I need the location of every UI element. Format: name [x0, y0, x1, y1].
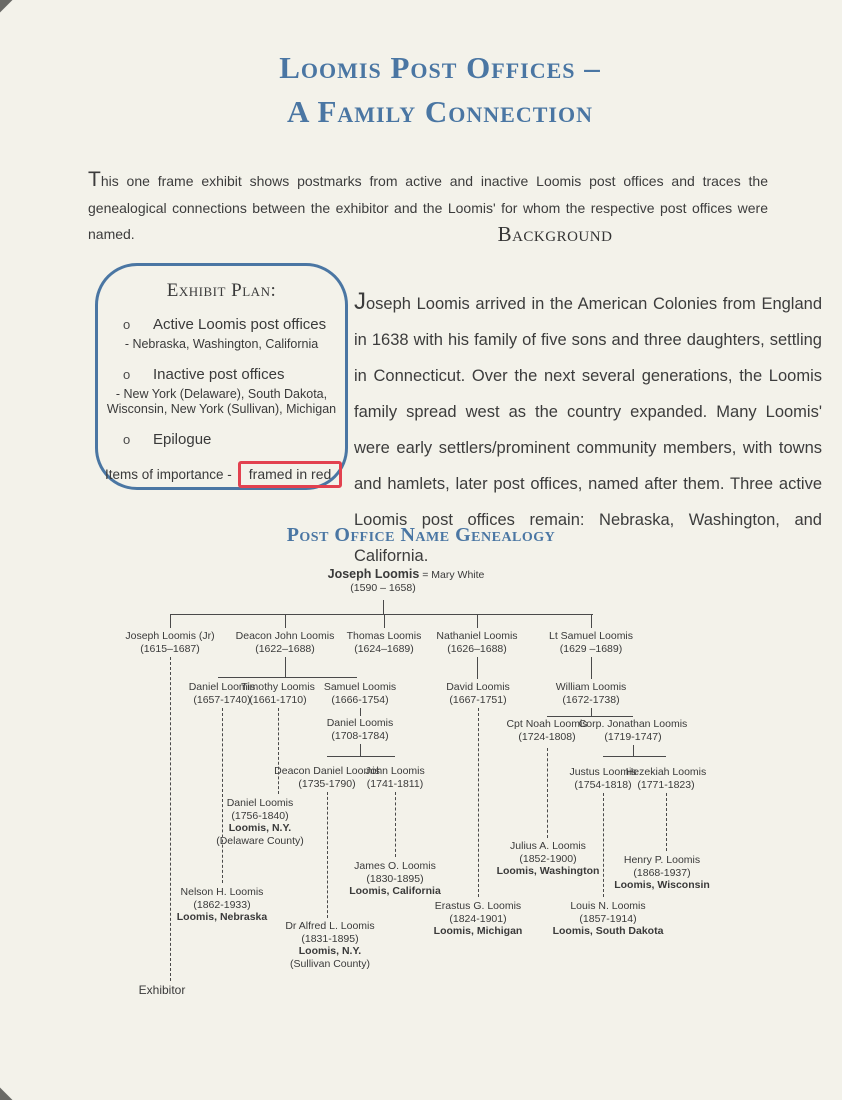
tree-node-daniel-1657: Daniel Loomis (1657-1740): [188, 681, 256, 706]
tree-connector: [477, 614, 478, 628]
tree-connector: [547, 748, 548, 838]
exhibit-plan-heading: Exhibit Plan:: [166, 280, 277, 301]
tree-connector: [285, 657, 286, 677]
tree-node-exhibitor: Exhibitor: [138, 983, 186, 997]
tree-node-louis: Louis N. Loomis (1857-1914) Loomis, South Dakota: [552, 900, 664, 937]
plan-item-label: Active Loomis post offices: [153, 316, 327, 333]
tree-node-justus: Justus Loomis (1754-1818): [569, 766, 637, 791]
tree-node-nathaniel: Nathaniel Loomis (1626–1688): [436, 630, 518, 655]
plan-item-label: Epilogue: [153, 431, 212, 448]
tree-connector: [603, 793, 604, 897]
tree-node-timothy: Timothy Loomis (1661-1710): [241, 681, 315, 706]
tree-node-erastus: Erastus G. Loomis (1824-1901) Loomis, Michigan: [433, 900, 523, 937]
genealogy-tree: [0, 560, 842, 1030]
tree-node-david: David Loomis (1667-1751): [446, 681, 510, 706]
tree-connector: [591, 708, 592, 716]
tree-node-hezekiah: Hezekiah Loomis (1771-1823): [625, 766, 707, 791]
tree-connector: [384, 614, 385, 628]
plan-item-sublist: - Nebraska, Washington, California: [124, 337, 319, 351]
tree-connector: [666, 793, 667, 851]
tree-connector: [218, 677, 357, 678]
plan-item-active: [98, 316, 345, 333]
tree-connector: [383, 600, 384, 614]
tree-connector: [478, 708, 479, 897]
scan-corner-artifact: [0, 1087, 13, 1100]
tree-node-henry: Henry P. Loomis (1868-1937) Loomis, Wisconsin: [614, 854, 710, 891]
plan-item-inactive: [98, 366, 345, 383]
tree-node-alfred: Dr Alfred L. Loomis (1831-1895) Loomis, N.Y. (Sullivan County): [285, 920, 375, 970]
bullet-circle-marker: o: [123, 317, 131, 332]
tree-node-william: William Loomis (1672-1738): [555, 681, 627, 706]
tree-connector: [633, 745, 634, 756]
tree-connector: [285, 614, 286, 628]
page-title-line2: A Family Connection: [287, 94, 593, 129]
tree-connector: [360, 744, 361, 756]
background-paragraph: Joseph Loomis arrived in the American Colonies from England in 1638 with his family of five sons and three daughters, settling in Connecticut. Over the next several generations, the Loomis family spread west as the country expanded. Many Loomis' were early settlers/prominent community members, with towns and hamlets, later post offices, named after them. Three active Loomis post offices remain: Nebraska, Washington, and California.: [354, 287, 822, 565]
tree-connector: [591, 657, 592, 679]
importance-note-text: Items of importance -: [105, 467, 232, 482]
tree-connector: [170, 614, 171, 628]
importance-note: [105, 461, 345, 488]
tree-connector: [222, 708, 223, 883]
tree-node-joseph-mary: Joseph Loomis = Mary White: [327, 567, 485, 581]
framed-in-red-highlight: framed in red: [238, 461, 342, 488]
tree-node-daniel-1708: Daniel Loomis (1708-1784): [326, 717, 394, 742]
page-title-line1: Loomis Post Offices –: [279, 50, 601, 85]
tree-connector: [477, 657, 478, 679]
tree-node-nelson: Nelson H. Loomis (1862-1933) Loomis, Nebraska: [176, 886, 268, 923]
scan-corner-artifact: [0, 0, 13, 13]
tree-node-john-1741: John Loomis (1741-1811): [365, 765, 425, 790]
page-title: [38, 46, 842, 134]
intro-paragraph: This one frame exhibit shows postmarks from active and inactive Loomis post offices and traces the genealogical connections between the exhibitor and the Loomis' for whom the respective post offices were named.: [88, 168, 768, 242]
tree-connector: [603, 756, 666, 757]
plan-item-sublist: - New York (Delaware), South Dakota, Wisconsin, New York (Sullivan), Michigan: [106, 387, 337, 416]
tree-node-deacon-daniel: Deacon Daniel Loomis (1735-1790): [274, 765, 380, 790]
tree-connector: [591, 614, 592, 628]
tree-node-cpt-noah: Cpt Noah Loomis (1724-1808): [506, 718, 588, 743]
tree-node-thomas: Thomas Loomis (1624–1689): [346, 630, 422, 655]
tree-connector: [278, 708, 279, 794]
tree-connector: [360, 708, 361, 716]
tree-node-james: James O. Loomis (1830-1895) Loomis, California: [349, 860, 441, 897]
tree-connector: [170, 657, 171, 981]
tree-connector: [327, 792, 328, 918]
exhibit-plan-box: [95, 263, 348, 490]
tree-node-samuel-1666: Samuel Loomis (1666-1754): [323, 681, 397, 706]
tree-node-corp-jonathan: Corp. Jonathan Loomis (1719-1747): [578, 718, 688, 743]
background-heading: Background: [497, 222, 613, 246]
genealogy-heading: Post Office Name Genealogy: [286, 524, 556, 546]
tree-node-lt-samuel: Lt Samuel Loomis (1629 –1689): [548, 630, 634, 655]
tree-connector: [547, 716, 633, 717]
tree-node-julius: Julius A. Loomis (1852-1900) Loomis, Washington: [496, 840, 600, 877]
plan-item-epilogue: [98, 431, 345, 448]
tree-connector: [395, 792, 396, 857]
tree-node-joseph-jr: Joseph Loomis (Jr) (1615–1687): [125, 630, 215, 655]
plan-item-label: Inactive post offices: [153, 366, 285, 383]
tree-node-joseph-mary-dates: (1590 – 1658): [350, 582, 416, 594]
tree-node-daniel-1756: Daniel Loomis (1756-1840) Loomis, N.Y. (Delaware County): [216, 797, 304, 847]
tree-connector: [327, 756, 395, 757]
bullet-circle-marker: o: [123, 432, 131, 447]
bullet-circle-marker: o: [123, 367, 131, 382]
tree-connector: [170, 614, 593, 615]
tree-node-deacon-john: Deacon John Loomis (1622–1688): [235, 630, 335, 655]
